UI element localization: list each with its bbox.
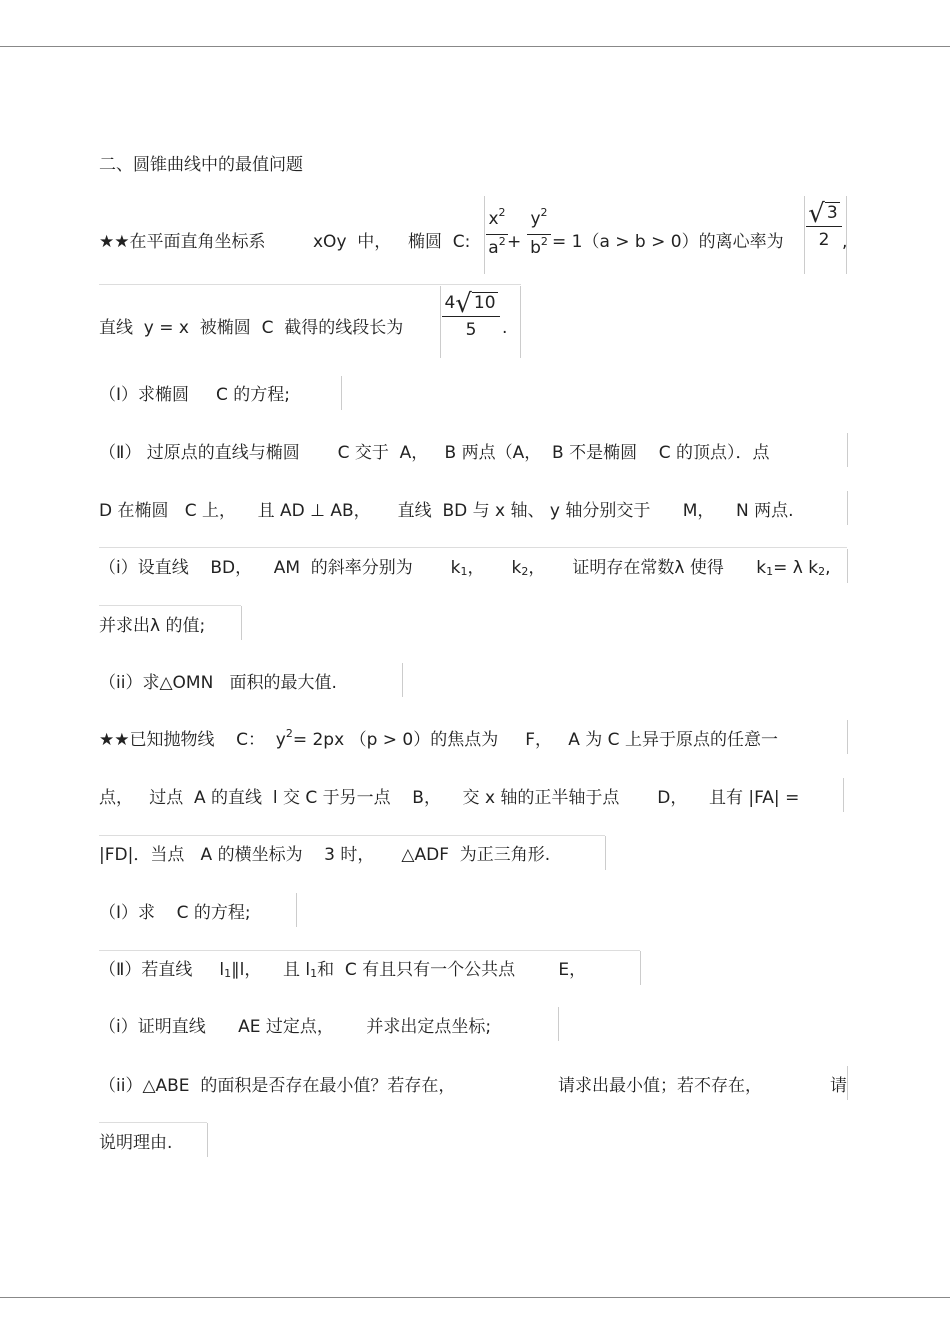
p2-line3-bar (605, 836, 606, 870)
q1-i-line1: （i）设直线 BD， AM 的斜率分别为 k1， k2， 证明存在常数λ 使得 k1= λ k2, (99, 558, 831, 578)
p1-line1-d: = 1（a > b > 0）的离心率为 (552, 232, 784, 252)
fraction-y2-b2: $y^2$ $b^2$ (527, 209, 551, 260)
p2-line1-bar (847, 720, 848, 754)
q2-ii-line2-top-rule (99, 1122, 207, 1123)
q1-part2-bar (847, 433, 848, 467)
line2-top-rule (99, 284, 521, 285)
q1-i-line2-bar (241, 606, 242, 640)
p2-line2-bar (843, 778, 844, 812)
q1-ii: （ii）求△OMN 面积的最大值. (99, 673, 337, 693)
q2-part2: （Ⅱ）若直线 l1∥l， 且 l1和 C 有且只有一个公共点 E， (99, 960, 587, 980)
len-period: . (502, 318, 508, 338)
q1-ii-bar (402, 663, 403, 697)
ecc-left-bar (804, 196, 805, 274)
q2-ii-line2-bar (207, 1123, 208, 1157)
len-left-bar (440, 286, 441, 358)
p1-line2: 直线 y = x 被椭圆 C 截得的线段长为 (99, 318, 404, 338)
q2-ii-line2: 说明理由. (99, 1133, 173, 1153)
p1-line1-c: 椭圆 C: (408, 232, 471, 252)
frac-divider (484, 196, 485, 274)
fraction-x2-a2: $x^2$ $a^2$ (486, 209, 508, 260)
bottom-rule (0, 1297, 950, 1298)
q1-i-line2: 并求出λ 的值; (99, 616, 206, 636)
q2-part2-top-rule (99, 950, 640, 951)
chord-length-fraction: 4√ 10 5 (442, 290, 500, 340)
q1-i-bar (847, 549, 848, 583)
q1-i-top-rule (99, 547, 847, 548)
p2-line3-top-rule (99, 835, 605, 836)
q2-part2-bar (640, 951, 641, 985)
q2-ii-line1-b: 请求出最小值；若不存在， (558, 1076, 762, 1096)
q1-part1: （Ⅰ）求椭圆 C 的方程; (99, 385, 291, 405)
q2-ii-bar (847, 1066, 848, 1100)
p1-line1-a: ★★在平面直角坐标系 (99, 232, 266, 252)
q2-i-bar (558, 1007, 559, 1041)
q1-part2-line2: D 在椭圆 C 上， 且 AD ⊥ AB， 直线 BD 与 x 轴、 y 轴分别交于 M， N 两点. (99, 501, 794, 521)
eccentricity-fraction: √ 3 2 (806, 200, 842, 250)
plus-sign: + (507, 232, 522, 252)
len-right-bar (520, 286, 521, 358)
q2-i: （i）证明直线 AE 过定点， 并求出定点坐标; (99, 1017, 492, 1037)
p2-line1: ★★已知抛物线 C： $y^2= 2px$ （p > 0）的焦点为 F， A 为 C 上异于原点的任意一 (99, 727, 778, 750)
q1-i-line2-top-rule (99, 605, 241, 606)
section-title: 二、圆锥曲线中的最值问题 (99, 155, 303, 175)
q2-ii-line1-c: 请 (830, 1076, 847, 1096)
q1-part2-line1: （Ⅱ） 过原点的直线与椭圆 C 交于 A， B 两点（A， B 不是椭圆 C 的顶点）．点 (99, 443, 770, 463)
q1-part2-line2-bar (847, 491, 848, 525)
q2-ii-line1-a: （ii）△ABE 的面积是否存在最小值？若存在， (99, 1076, 456, 1096)
q1-part1-bar (341, 376, 342, 410)
p1-line1-b: xOy 中， (313, 232, 392, 252)
top-rule (0, 46, 950, 47)
p2-line2: 点， 过点 A 的直线 l 交 C 于另一点 B， 交 x 轴的正半轴于点 D， 且有 |FA| = (99, 788, 800, 808)
p2-line3: |FD|．当点 A 的横坐标为 3 时， △ADF 为正三角形. (99, 845, 551, 865)
q2-part1-bar (296, 893, 297, 927)
q2-part1: （Ⅰ）求 C 的方程; (99, 903, 251, 923)
ecc-comma: , (842, 232, 848, 252)
